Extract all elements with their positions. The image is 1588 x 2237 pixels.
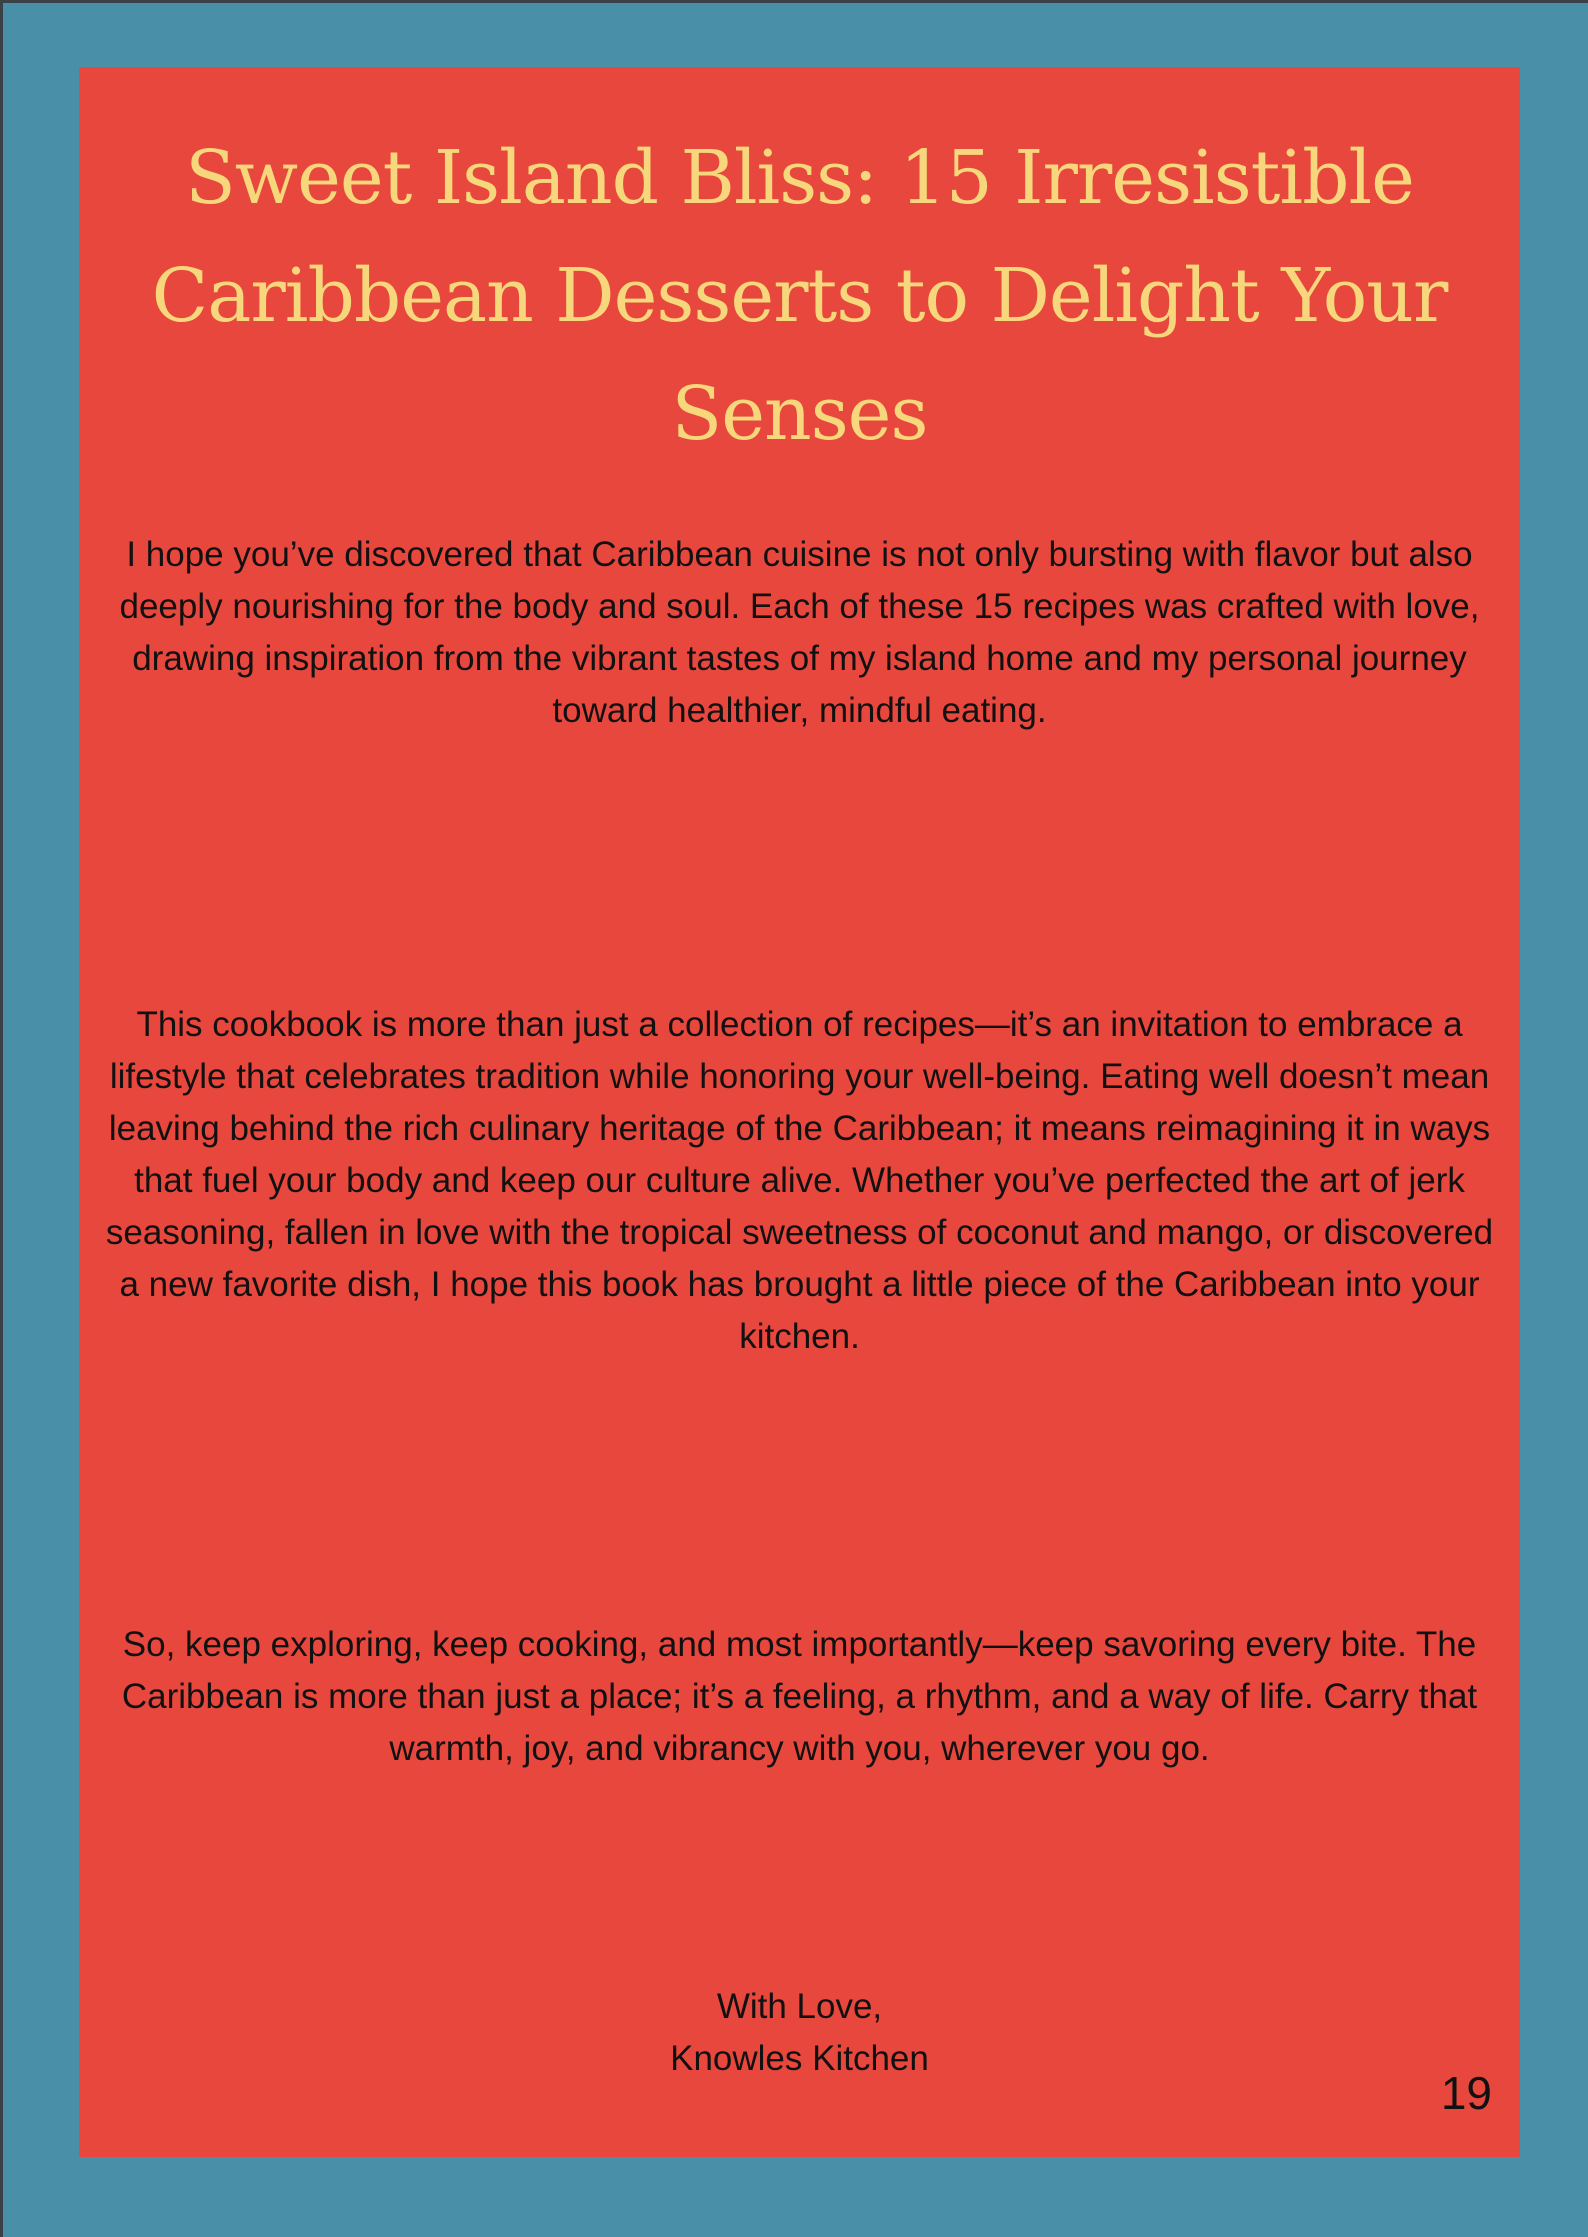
signoff-closing: With Love, (716, 1987, 883, 2026)
content-panel (79, 67, 1520, 2157)
page-title: Sweet Island Bliss: 15 Irresistible Caribbean Desserts to Delight Your Senses (151, 135, 1448, 457)
signoff (79, 1981, 1520, 2085)
signoff-author: Knowles Kitchen (670, 2039, 929, 2078)
intro-paragraph: I hope you’ve discovered that Caribbean cuisine is not only bursting with flavor but also deeply nourishing for the body and soul. Each of these 15 recipes was crafted with love, drawing inspiration from the vibrant tastes of my island home and my personal journey toward healthier, mindful eating. (119, 535, 1480, 730)
closing-paragraph: So, keep exploring, keep cooking, and most importantly—keep savoring every bite. The Caribbean is more than just a place; it’s a feeling, a rhythm, and a way of life. Carry that warmth, joy, and vibrancy with you, wherever you go. (121, 1625, 1478, 1768)
cookbook-paragraph: This cookbook is more than just a collection of recipes—it’s an invitation to embrace a lifestyle that celebrates tradition while honoring your well-being. Eating well doesn’t mean leaving behind the rich culinary heritage of the Caribbean; it means reimagining it in ways that fuel your body and keep our culture alive. Whether you’ve perfected the art of jerk seasoning, fallen in love with the tropical sweetness of coconut and mango, or discovered a new favorite dish, I hope this book has brought a little piece of the Caribbean into your kitchen. (105, 1005, 1494, 1356)
page-number: 19 (1440, 2067, 1492, 2119)
